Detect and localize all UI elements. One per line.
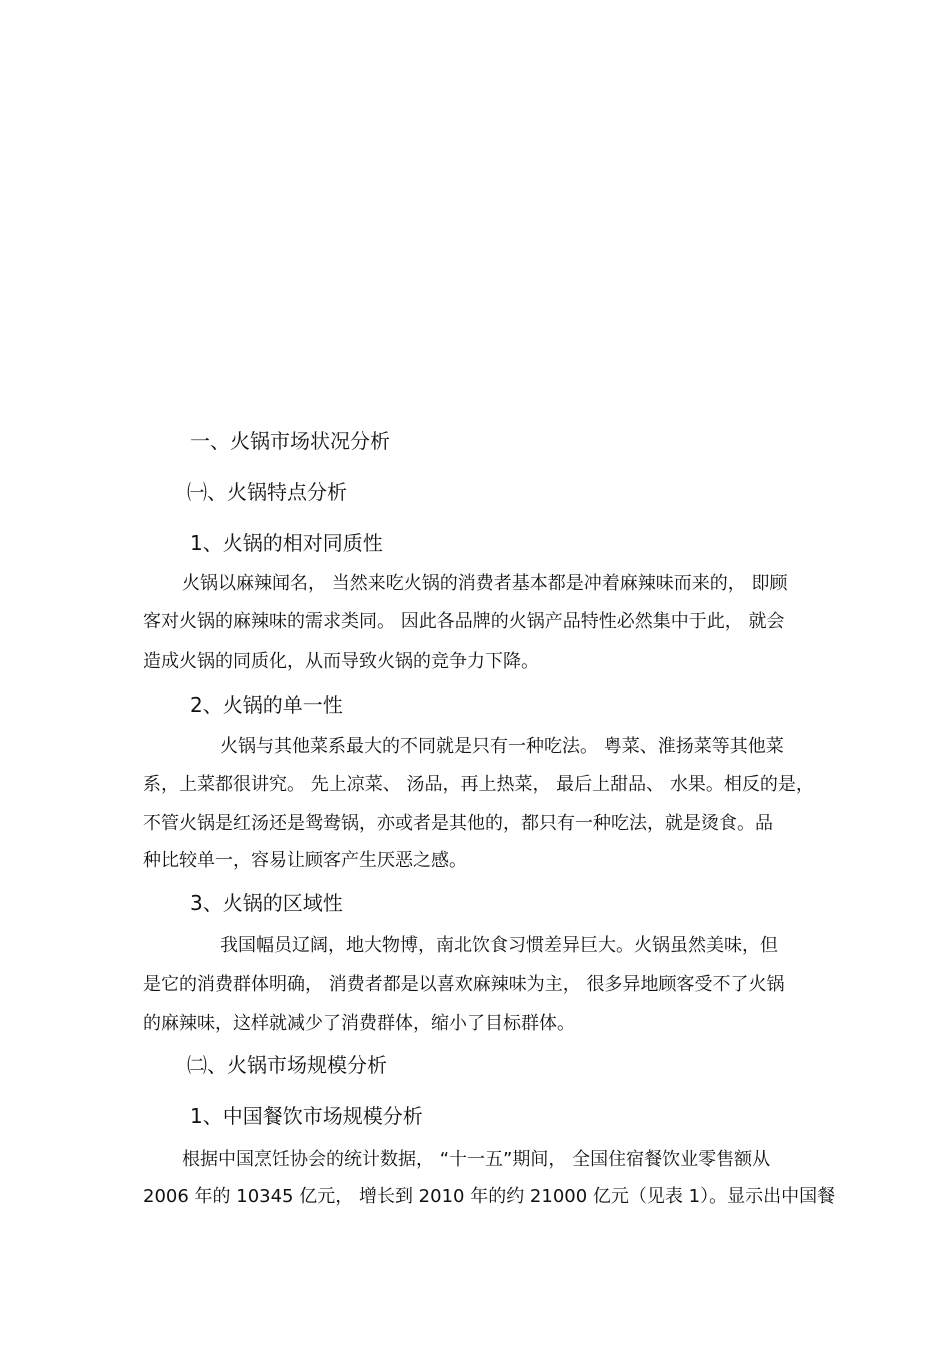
item-heading: 1、中国餐饮市场规模分析 (190, 1104, 423, 1128)
paragraph-line: 我国幅员辽阔，地大物博，南北饮食习惯差异巨大。火锅虽然美味，但 (220, 935, 778, 956)
paragraph-line: 种比较单一，容易让顾客产生厌恶之感。 (143, 850, 467, 871)
item-heading: 3、火锅的区域性 (190, 891, 343, 915)
paragraph-line: 造成火锅的同质化，从而导致火锅的竞争力下降。 (143, 651, 539, 672)
paragraph-line: 火锅以麻辣闻名， 当然来吃火锅的消费者基本都是冲着麻辣味而来的， 即顾 (182, 573, 788, 594)
paragraph-line: 不管火锅是红汤还是鸳鸯锅，亦或者是其他的，都只有一种吃法，就是烫食。品 (143, 813, 773, 834)
paragraph-line: 的麻辣味，这样就减少了消费群体，缩小了目标群体。 (143, 1013, 575, 1034)
item-heading: 2、火锅的单一性 (190, 693, 343, 717)
item-heading: 1、火锅的相对同质性 (190, 531, 383, 555)
paragraph-line: 2006 年的 10345 亿元， 增长到 2010 年的约 21000 亿元（见表 1）。显示出中国餐 (143, 1186, 836, 1207)
section-heading: 一、火锅市场状况分析 (190, 429, 390, 453)
subsection-heading: ㈡、火锅市场规模分析 (187, 1053, 387, 1077)
paragraph-line: 火锅与其他菜系最大的不同就是只有一种吃法。 粤菜、淮扬菜等其他菜 (220, 736, 784, 757)
paragraph-line: 系，上菜都很讲究。 先上凉菜、 汤品，再上热菜， 最后上甜品、 水果。相反的是， (143, 774, 814, 795)
subsection-heading: ㈠、火锅特点分析 (187, 480, 347, 504)
paragraph-line: 客对火锅的麻辣味的需求类同。 因此各品牌的火锅产品特性必然集中于此， 就会 (143, 611, 785, 632)
paragraph-line: 是它的消费群体明确， 消费者都是以喜欢麻辣味为主， 很多异地顾客受不了火锅 (143, 974, 785, 995)
paragraph-line: 根据中国烹饪协会的统计数据， “十一五”期间， 全国住宿餐饮业零售额从 (182, 1149, 771, 1170)
